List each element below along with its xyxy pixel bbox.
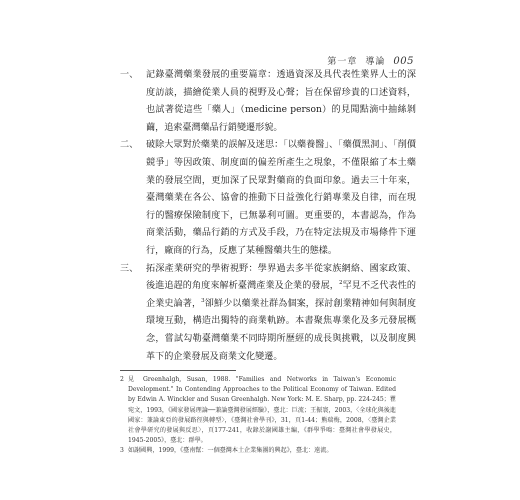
list-item-text: 破除大眾對於藥業的誤解及迷思：「以藥養醫」、「藥價黑洞」、「削價競爭」等因政策、制度面的偏差所產生之現象，不僅限縮了本土藥業的發展空間，更加深了民眾對藥商的負面印象。過去三十年來，臺灣藥業在各公、協會的推動下日益強化行銷專業及自律，而在現行的醫療保險制度下，已無暴利可圖。更重要的，本書認為，作為商業活動，藥品行銷的方式及手段，乃在特定法規及市場條件下運行，廠商的行為，反應了某種醫藥共生的態樣。 [146,140,416,256]
text-segment: 卻鮮少以藥業社群為個案，探討創業精神如何與制度環境互動，構造出獨特的商業軌跡。本書聚焦專業化及多元發展概念，嘗試勾勒臺灣藥業不同時期所歷經的成長與挑戰，以及制度興革下的企業發展及商業文化變遷。 [146,298,416,362]
footnote-number: 3 [120,447,124,455]
main-body [120,67,416,366]
text-segment: 罕見不乏代表性的企業史論著， [146,281,416,309]
footnote-text: 見 Greenhalgh, Susan, 1988. "Families and Networks in Taiwan's Economic Development." In Contending Approaches to the Political Economy of Taiwan. Edited by Edwin A. Winckler and Susan Greenhalgh. New York: M. E. Sharp, pp. 224-245；瞿宛文，1993，《國家發展理論──兼論臺灣發展經驗》，臺北：巨流；王振寰，2003，〈全球化與後進國家：兼論東亞的發展路徑與轉型〉，《臺灣社會學刊》，31，頁1-44；熊瑞梅，2008，〈臺灣企業社會學研究的發展與反思〉，頁177-241，收錄於謝國雄主編，《群學爭鳴：臺灣社會學發展史，1945-2005》，臺北：群學。 [128,376,396,445]
list-item-number: 三、 [120,263,139,274]
list-item-text [146,261,416,367]
list-item-number: 二、 [120,140,139,151]
footnote-text: 如謝國興，1999，《臺南幫：一個臺灣本土企業集團的興起》，臺北：遠流。 [128,447,333,455]
text-segment: 拓深產業研究的學術視野：學界過去多半從家族網絡、國家政策、後進追趕的角度來解析臺灣產業及企業的發展， [146,263,416,292]
page-number: 005 [393,56,414,67]
running-head [327,54,414,67]
list-item [120,261,416,367]
list-item [120,67,416,137]
footnote [120,375,396,446]
list-item-number: 一、 [120,70,139,80]
section-title: 導論 [365,57,386,67]
list-item [120,137,416,260]
footnote-divider [120,370,236,371]
chapter-label: 第一章 [327,57,358,67]
list-item-text: 記錄臺灣藥業發展的重要篇章：透過資深及具代表性業界人士的深度訪談，描繪從業人員的視野及心聲；旨在保留珍貴的口述資料，也試著從這些「藥人」（medicine person）的見聞點滴中抽絲剝繭，追索臺灣藥品行銷變遷形貌。 [146,70,416,133]
footnote-ref-3[interactable]: 3 [201,297,205,304]
footnote-ref-2[interactable]: 2 [338,280,343,287]
footnotes [120,375,396,457]
footnote [120,446,396,456]
footnote-number: 2 [120,376,124,383]
